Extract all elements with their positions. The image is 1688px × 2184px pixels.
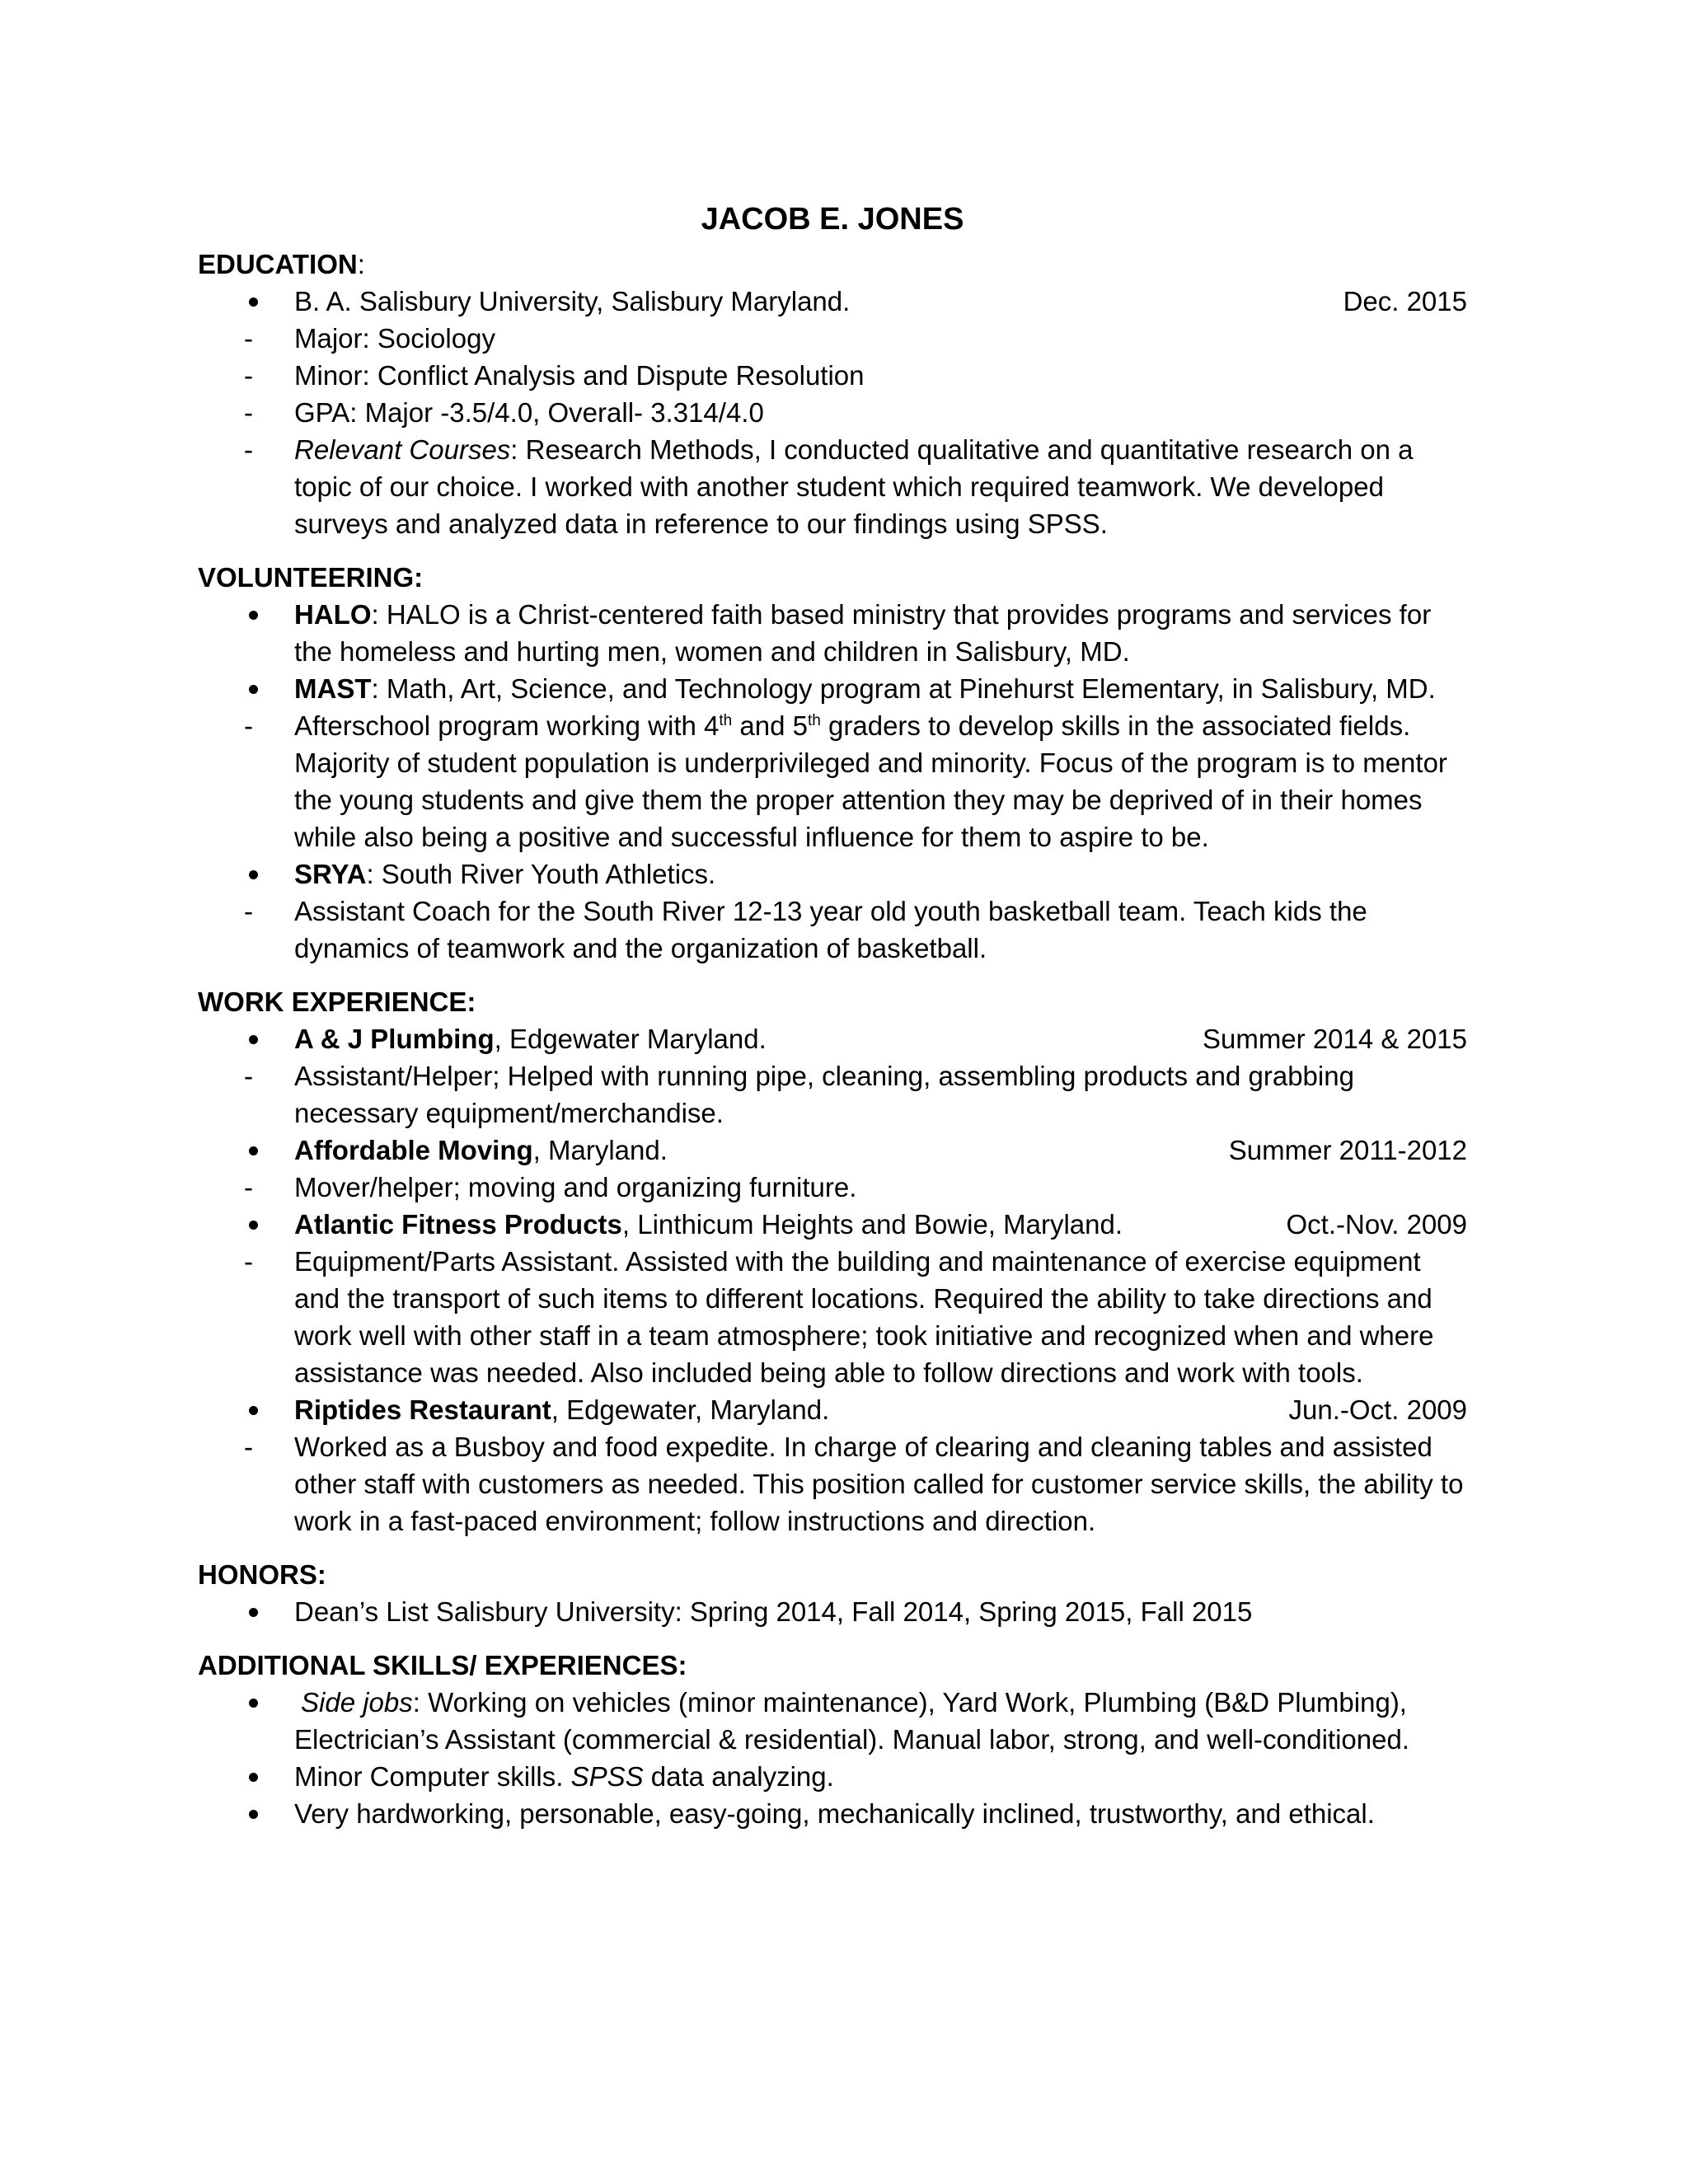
bullet-icon [249,298,258,307]
job-item [198,1391,1467,1428]
skills-traits-item [198,1795,1467,1832]
job-date: Jun.-Oct. 2009 [1288,1394,1467,1425]
mast-detail-b: and 5 [732,710,808,741]
bullet-icon [249,685,258,694]
honors-heading: HONORS: [198,1559,326,1590]
job-detail-text: Worked as a Busboy and food expedite. In charge of clearing and cleaning tables and assisted other staff with customers as needed. This position called for customer service skills, the ability to work in a fast-paced environment; follow instructions and direction. [294,1432,1464,1536]
work-section [198,983,1467,1540]
job-date: Summer 2011-2012 [1228,1135,1467,1165]
job-location: , Edgewater, Maryland. [551,1394,830,1425]
gpa-text: GPA: Major -3.5/4.0, Overall- 3.314/4.0 [294,397,764,428]
mast-name: MAST [294,673,372,704]
halo-name: HALO [294,599,372,630]
bullet-icon [249,1699,258,1708]
bullet-icon [249,1406,258,1415]
bullet-icon [249,611,258,620]
courses-label: Relevant Courses [294,434,511,465]
side-jobs-label: Side jobs [301,1687,413,1718]
skills-computer-item [198,1758,1467,1795]
bullet-icon [249,1146,258,1155]
halo-text: : HALO is a Christ-centered faith based ministry that provides programs and services for the homeless and hurting men, women and children in Salisbury, MD. [294,599,1432,667]
volunteer-srya-detail [198,893,1467,967]
job-title-line [294,1020,767,1057]
volunteer-srya-item [198,855,1467,893]
job-detail [198,1428,1467,1540]
job-detail [198,1169,1467,1206]
volunteer-mast-detail [198,707,1467,855]
bullet-icon [249,870,258,879]
dash-marker: - [244,896,253,926]
education-minor-item [198,357,1467,394]
degree-date: Dec. 2015 [1343,286,1467,316]
volunteering-heading: VOLUNTEERING: [198,562,424,593]
volunteer-mast-item [198,670,1467,707]
education-major-item [198,320,1467,357]
job-item [198,1132,1467,1169]
work-heading: WORK EXPERIENCE: [198,987,476,1017]
job-detail [198,1057,1467,1132]
dash-marker: - [244,1172,253,1202]
srya-text: : South River Youth Athletics. [366,859,716,889]
job-title-line [294,1206,1123,1243]
resume-content [198,194,1467,1849]
job-item [198,1206,1467,1243]
honors-text: Dean’s List Salisbury University: Spring 2014, Fall 2014, Spring 2015, Fall 2015 [294,1596,1253,1627]
major-text: Major: Sociology [294,323,495,354]
computer-spss: SPSS [570,1761,644,1792]
education-gpa-item [198,394,1467,431]
job-item [198,1020,1467,1057]
dash-marker: - [244,323,253,354]
job-title-line [294,1132,668,1169]
job-employer: Affordable Moving [294,1135,533,1165]
skills-section [198,1647,1467,1832]
courses-text: : Research Methods, I conducted qualitative and quantitative research on a topic of our choice. I worked with another student which required teamwork. We developed surveys and analyzed data in reference to our findings using SPSS. [294,434,1414,539]
dash-marker: - [244,397,253,428]
job-date: Oct.-Nov. 2009 [1286,1209,1467,1240]
degree-text: B. A. Salisbury University, Salisbury Maryland. [294,286,851,316]
traits-text: Very hardworking, personable, easy-going, mechanically inclined, trustworthy, and ethical. [294,1798,1375,1829]
job-location: , Edgewater Maryland. [494,1024,767,1054]
dash-marker: - [244,1432,253,1462]
education-heading-colon: : [357,249,365,279]
job-title-line [294,1391,829,1428]
job-employer: Atlantic Fitness Products [294,1209,622,1240]
skills-side-jobs-item [198,1684,1467,1758]
job-detail-text: Equipment/Parts Assistant. Assisted with the building and maintenance of exercise equipment and the transport of such items to different locations. Required the ability to take directions and work well with other staff in a team atmosphere; took initiative and recognized when and where assistance was needed. Also included being able to follow directions and work with tools. [294,1246,1434,1388]
education-section [198,246,1467,542]
honors-item [198,1593,1467,1630]
resume-name: JACOB E. JONES [701,202,964,237]
dash-marker: - [244,710,253,741]
volunteer-halo-item [198,596,1467,670]
job-location: , Maryland. [532,1135,668,1165]
dash-marker: - [244,1061,253,1091]
srya-name: SRYA [294,859,367,889]
education-heading-text: EDUCATION [198,249,358,279]
job-detail-text: Mover/helper; moving and organizing furniture. [294,1172,857,1202]
bullet-icon [249,1221,258,1230]
bullet-icon [249,1773,258,1782]
mast-detail-c: graders to develop skills in the associated fields. Majority of student population is underprivileged and minority. Focus of the program is to mentor the young students and give them the proper attention they may be deprived of in their homes while also being a positive and successful influence for them to aspire to be. [294,710,1447,852]
computer-text-b: data analyzing. [643,1761,834,1792]
volunteering-section [198,559,1467,967]
skills-heading: ADDITIONAL SKILLS/ EXPERIENCES: [198,1650,687,1680]
job-date: Summer 2014 & 2015 [1202,1024,1467,1054]
side-jobs-text: : Working on vehicles (minor maintenance), Yard Work, Plumbing (B&D Plumbing), Electrician’s Assistant (commercial & residential). Manual labor, strong, and well-conditioned. [294,1687,1410,1755]
mast-detail-a: Afterschool program working with 4 [294,710,720,741]
job-employer: Riptides Restaurant [294,1394,551,1425]
job-detail-text: Assistant/Helper; Helped with running pipe, cleaning, assembling products and grabbing necessary equipment/merchandise. [294,1061,1354,1128]
mast-sup-2: th [808,712,821,729]
mast-sup-1: th [719,712,733,729]
computer-text-a: Minor Computer skills. [294,1761,571,1792]
bullet-icon [249,1035,258,1044]
job-employer: A & J Plumbing [294,1024,495,1054]
dash-marker: - [244,1246,253,1277]
education-degree-item [198,283,1467,320]
bullet-icon [249,1608,258,1617]
honors-section [198,1556,1467,1630]
dash-marker: - [244,434,253,465]
job-location: , Linthicum Heights and Bowie, Maryland. [621,1209,1123,1240]
srya-detail: Assistant Coach for the South River 12-13 year old youth basketball team. Teach kids the dynamics of teamwork and the organization of basketball. [294,896,1367,963]
minor-text: Minor: Conflict Analysis and Dispute Resolution [294,360,865,391]
education-courses-item [198,431,1467,542]
mast-text: : Math, Art, Science, and Technology program at Pinehurst Elementary, in Salisbury, MD. [371,673,1436,704]
job-detail [198,1243,1467,1391]
education-heading [198,246,1467,283]
dash-marker: - [244,360,253,391]
bullet-icon [249,1810,258,1819]
